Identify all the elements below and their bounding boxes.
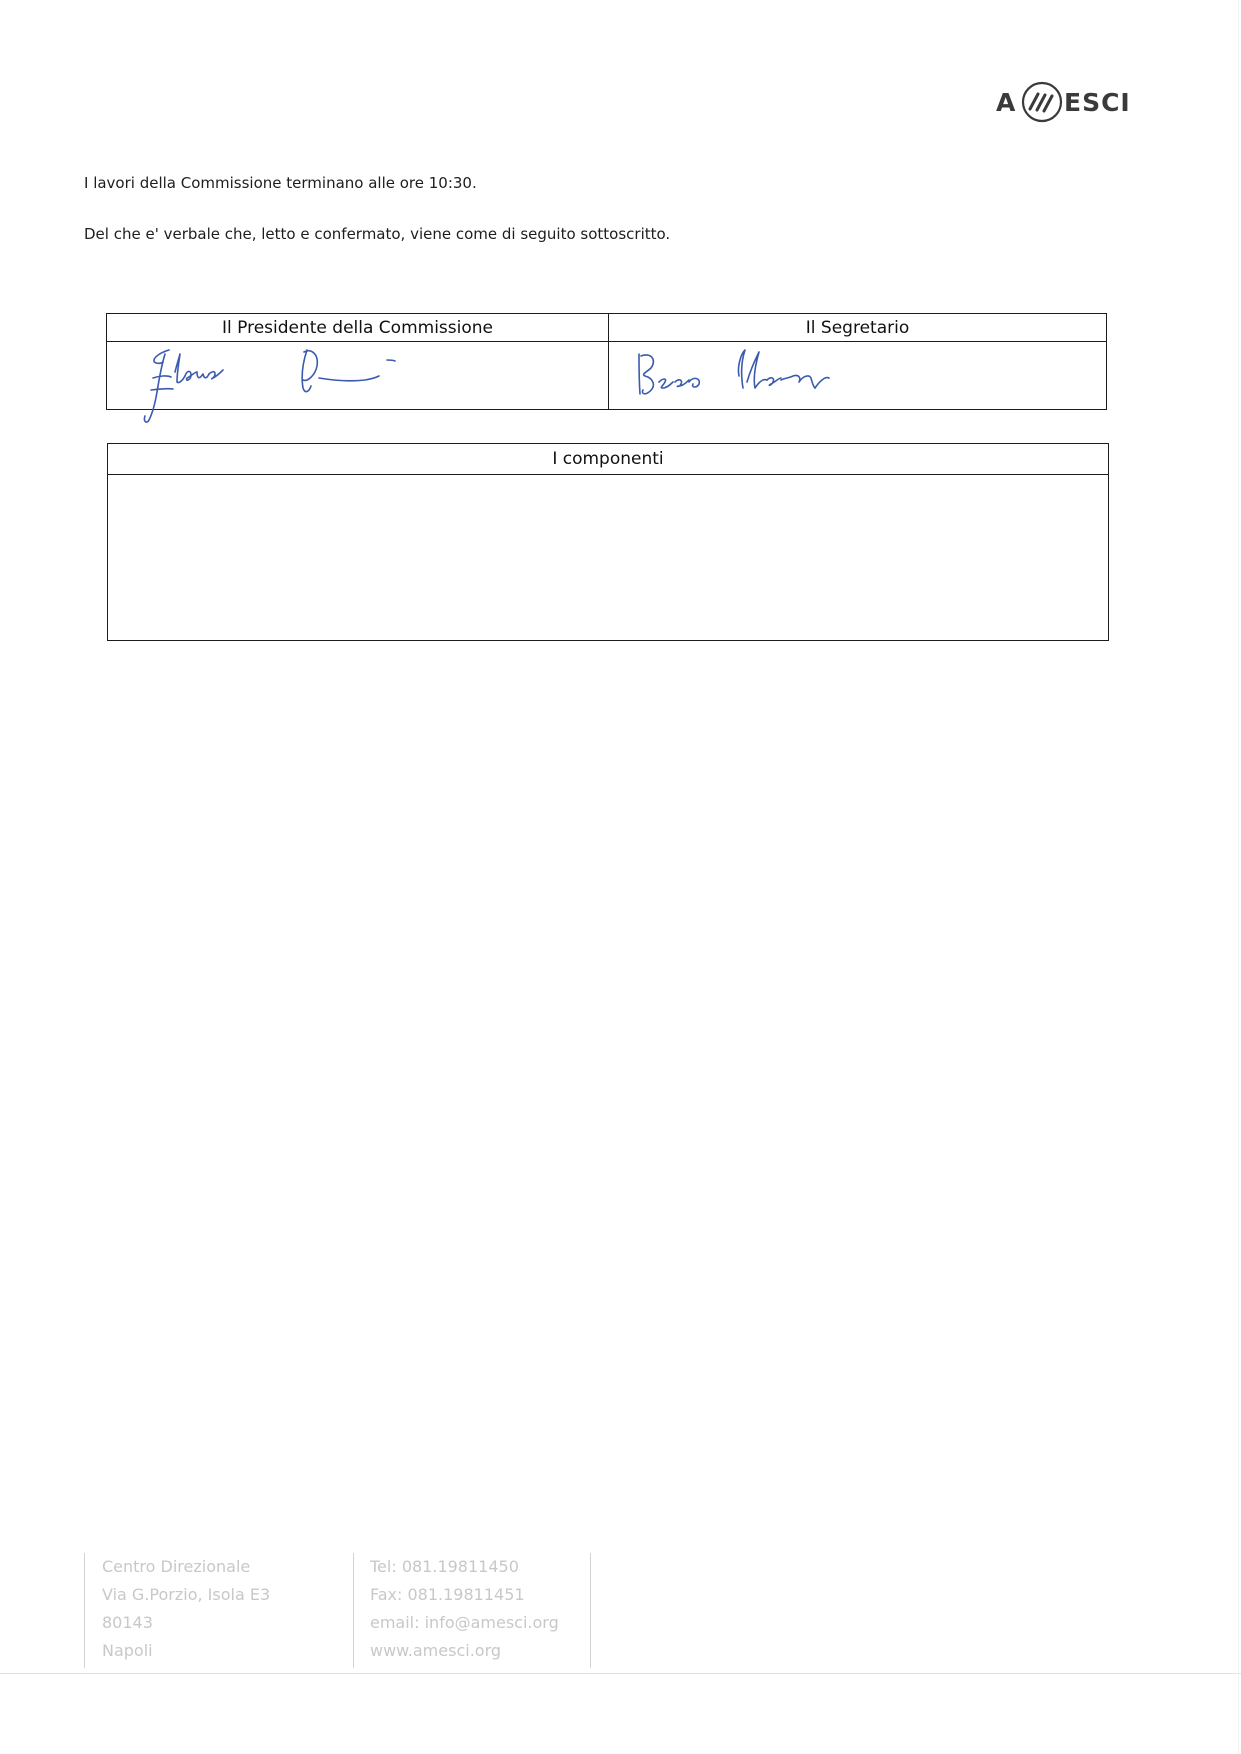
- verbale-paragraph: Del che e' verbale che, letto e confermato, viene come di seguito sottoscritto.: [84, 225, 671, 243]
- components-signature-area: [108, 475, 1109, 641]
- signatures-table: [106, 313, 1107, 410]
- secretary-header: Il Segretario: [609, 314, 1107, 342]
- secretary-signature-cell: [609, 342, 1107, 410]
- footer-address-line: Via G.Porzio, Isola E3: [102, 1585, 271, 1604]
- footer-fax: Fax: 081.19811451: [370, 1585, 525, 1604]
- footer-contacts: [353, 1553, 591, 1668]
- logo-text-left: A: [996, 88, 1017, 117]
- amesci-logo-mark-icon: [1020, 79, 1064, 125]
- footer-website: www.amesci.org: [370, 1641, 502, 1660]
- components-table: [107, 443, 1109, 641]
- components-header: I componenti: [108, 444, 1109, 475]
- footer-address-line: Napoli: [102, 1641, 153, 1660]
- footer-divider: [0, 1673, 1241, 1674]
- closing-time-paragraph: I lavori della Commissione terminano alle ore 10:30.: [84, 174, 477, 192]
- footer-address-line: Centro Direzionale: [102, 1557, 251, 1576]
- logo-text-right: ESCI: [1064, 88, 1131, 117]
- footer-address: [84, 1553, 342, 1668]
- secretary-signature: [609, 342, 1107, 409]
- president-signature: [107, 342, 609, 409]
- page-edge: [1238, 0, 1239, 1754]
- footer-address-line: 80143: [102, 1613, 153, 1632]
- footer-email: email: info@amesci.org: [370, 1613, 559, 1632]
- president-signature-cell: [107, 342, 609, 410]
- amesci-logo: [994, 78, 1134, 128]
- president-header: Il Presidente della Commissione: [107, 314, 609, 342]
- footer-phone: Tel: 081.19811450: [370, 1557, 519, 1576]
